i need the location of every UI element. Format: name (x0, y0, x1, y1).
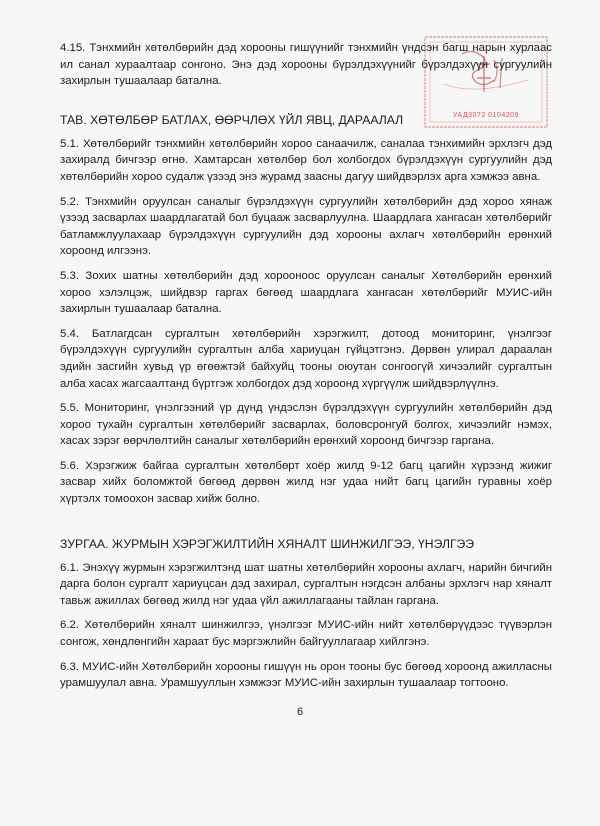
paragraph-6-3: 6.3. МУИС-ийн Хөтөлбөрийн хорооны гишүүн нь орон тооны бус бөгөөд хороонд ажилласны урамшуулал авна. Урамшууллын хэмжээг МУИС-ийн захирлын тушаалаар тогтооно. (60, 660, 552, 690)
paragraph-4-15: 4.15. Тэнхмийн хөтөлбөрийн дэд хорооны гишүүнийг тэнхмийн үндсэн багш нарын хурлаас ил санал хураалтаар сонгоно. Энэ дэд хорооны бүрэлдэхүүнийг бүрэлдэхүүн сургуулийн захирлын тушаалаар батална. (60, 42, 552, 88)
paragraph-6-1: 6.1. Энэхүү журмын хэрэгжилтэнд шат шатны хөтөлбөрийн хорооны ахлагч, нарийн бичгийн дарга болон сургалт хариуцсан дэд захирал, сургалтын нэгдсэн албаны эрхлэгч нар хяналт тавьж ажиллах бөгөөд жилд нэг удаа үйл ажиллагааны тайлан гаргана. (60, 561, 552, 607)
paragraph-5-2: 5.2. Тэнхмийн оруулсан саналыг бүрэлдэхүүн сургуулийн хөтөлбөрийн дэд хороо хянаж үзээд засварлах шаардлагатай бол буцааж засварлуулна. Шаардлага хангасан хөтөлбөрийг батламжлуулахаар бүрэлдэхүүн сургуулийн дэд хорооны ахлагч хөтөлбөрийн ерөнхий хороонд илгээнэ. (60, 195, 552, 258)
document-body (60, 40, 552, 700)
paragraph-5-1: 5.1. Хөтөлбөрийг тэнхмийн хөтөлбөрийн хороо санаачилж, саналаа тэнхимийн эрхлэгч дэд захиралд бичгээр өгнө. Хамтарсан хөтөлбөр бол холбогдох бүрэлдэхүүн сургуулийн дэд хөтөлбөрийн хороо судалж үзээд энэ журамд заасны дагуу шийдвэрлэх арга хэмжээ авна. (60, 137, 552, 183)
page-number: 6 (296, 706, 304, 718)
paragraph-5-5: 5.5. Мониторинг, үнэлгээний үр дүнд үндэслэн бүрэлдэхүүн сургуулийн хөтөлбөрийн дэд хороо тухайн сургалтын хөтөлбөрийг засварлах, боловсронгуй болгох, хичээлийг нэмэх, хасах зэрэг өөрчлөлтийн саналыг хөтөлбөрийн ерөнхий хороонд бичгээр гаргана. (60, 402, 552, 448)
section-heading-six: ЗУРГАА. ЖУРМЫН ХЭРЭГЖИЛТИЙН ХЯНАЛТ ШИНЖИЛГЭЭ, ҮНЭЛГЭЭ (60, 536, 475, 551)
stamp-code: УАД3072 0104209 (453, 112, 519, 119)
paragraph-5-4: 5.4. Батлагдсан сургалтын хөтөлбөрийн хэрэгжилт, дотоод мониторинг, үнэлгээг бүрэлдэхүүн сургуулийн сургалтын алба хариуцан гүйцэтгэнэ. Дөрвөн улирал дараалан эдийн засгийн хувьд үр өгөөжтэй байхуйц тооны оюутан сонгоогүй хичээлийг сургалтын алба хасах жагсаалтанд бүртгэж холбогдох дэд хороонд хүргүүлж шийдвэрлүүлнэ. (60, 327, 552, 390)
paragraph-5-6: 5.6. Хэрэгжиж байгаа сургалтын хөтөлбөрт хоёр жилд 9-12 багц цагийн хүрээнд жижиг засвар хийх боломжтой бөгөөд дөрвөн жилд нэг удаа нийт багц цагийн гуравны хоёр хүртэлх томоохон засвар хийж болно. (60, 459, 552, 506)
paragraph-5-3: 5.3. Зохих шатны хөтөлбөрийн дэд хорооноос оруулсан саналыг Хөтөлбөрийн ерөнхий хороо хэлэлцэж, шийдвэр гаргах бөгөөд шаардлага хангасан хөтөлбөрийг МУИС-ийн захирлын тушаалаар батална. (60, 269, 552, 316)
paragraph-6-2: 6.2. Хөтөлбөрийн хяналт шинжилгээ, үнэлгээг МУИС-ийн нийт хөтөлбөрүүдээс түүвэрлэн сонгож, хөндлөнгийн хараат бус мэргэжлийн байгууллагаар хийлгэнэ. (60, 619, 552, 649)
section-heading-five: ТАВ. ХӨТӨЛБӨР БАТЛАХ, ӨӨРЧЛӨХ ҮЙЛ ЯВЦ, ДАРААЛАЛ (60, 112, 404, 127)
